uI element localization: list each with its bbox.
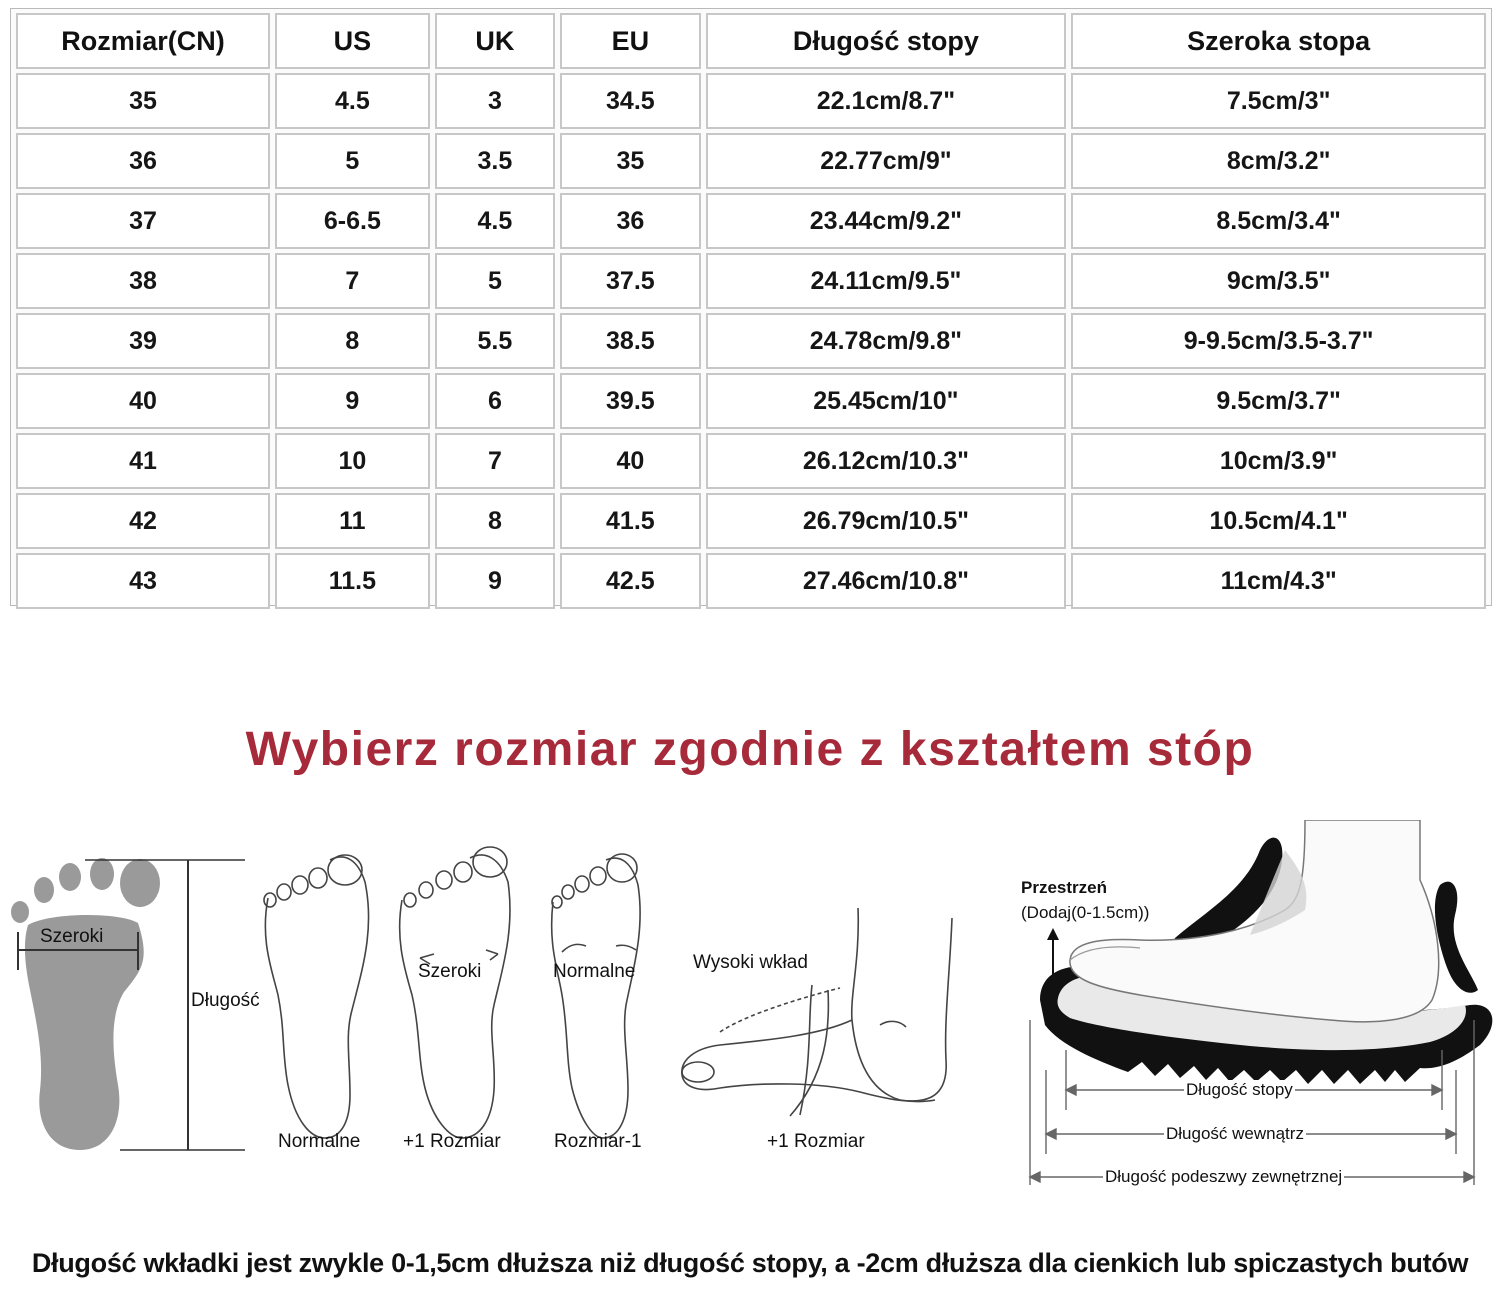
- table-cell: 42.5: [560, 553, 700, 609]
- table-cell: 10: [275, 433, 430, 489]
- table-row: [16, 193, 1486, 249]
- table-cell: 7.5cm/3": [1071, 73, 1486, 129]
- table-cell: 3: [435, 73, 555, 129]
- foot-outline-narrow: [552, 854, 640, 1138]
- table-cell: 38.5: [560, 313, 700, 369]
- column-header: Długość stopy: [706, 13, 1067, 69]
- table-cell: 41.5: [560, 493, 700, 549]
- size-table-grid: [11, 9, 1491, 613]
- table-row: [16, 373, 1486, 429]
- headline: Wybierz rozmiar zgodnie z kształtem stóp: [245, 723, 1255, 776]
- foot-type-2-inner-label: Szeroki: [418, 961, 482, 982]
- table-cell: 26.12cm/10.3": [706, 433, 1067, 489]
- foot-outline-wide: [400, 847, 510, 1138]
- table-cell: 9: [275, 373, 430, 429]
- table-cell: 5.5: [435, 313, 555, 369]
- table-row: [16, 493, 1486, 549]
- foot-diagrams: [0, 820, 1500, 1200]
- table-cell: 8cm/3.2": [1071, 133, 1486, 189]
- foot-outline-normal: [264, 855, 369, 1138]
- table-cell: 36: [560, 193, 700, 249]
- table-cell: 4.5: [435, 193, 555, 249]
- table-cell: 5: [435, 253, 555, 309]
- table-header-row: [16, 13, 1486, 69]
- table-cell: 23.44cm/9.2": [706, 193, 1067, 249]
- table-cell: 8: [435, 493, 555, 549]
- table-cell: 9.5cm/3.7": [1071, 373, 1486, 429]
- foot-type-3-caption: Rozmiar-1: [554, 1131, 642, 1152]
- table-cell: 3.5: [435, 133, 555, 189]
- table-cell: 24.11cm/9.5": [706, 253, 1067, 309]
- space-note: (Dodaj(0-1.5cm)): [1021, 903, 1150, 922]
- table-cell: 11cm/4.3": [1071, 553, 1486, 609]
- table-cell: 4.5: [275, 73, 430, 129]
- space-title: Przestrzeń: [1021, 878, 1107, 897]
- foot-type-4-caption: +1 Rozmiar: [767, 1131, 865, 1152]
- table-cell: 10cm/3.9": [1071, 433, 1486, 489]
- table-cell: 25.45cm/10": [706, 373, 1067, 429]
- table-cell: 37.5: [560, 253, 700, 309]
- table-cell: 40: [16, 373, 270, 429]
- table-cell: 8: [275, 313, 430, 369]
- table-row: [16, 553, 1486, 609]
- table-cell: 35: [16, 73, 270, 129]
- insole-footnote: Długość wkładki jest zwykle 0-1,5cm dłuższa niż długość stopy, a -2cm dłuższa dla cienkich lub spiczastych butów: [31, 1248, 1469, 1278]
- column-header: Rozmiar(CN): [16, 13, 270, 69]
- table-cell: 9: [435, 553, 555, 609]
- table-cell: 22.77cm/9": [706, 133, 1067, 189]
- table-cell: 8.5cm/3.4": [1071, 193, 1486, 249]
- table-cell: 39.5: [560, 373, 700, 429]
- foot-type-4-inner-label: Wysoki wkład: [693, 952, 808, 973]
- table-row: [16, 133, 1486, 189]
- footprint-length-label: Długość: [191, 990, 260, 1011]
- table-cell: 42: [16, 493, 270, 549]
- table-cell: 27.46cm/10.8": [706, 553, 1067, 609]
- table-cell: 26.79cm/10.5": [706, 493, 1067, 549]
- table-body: [16, 73, 1486, 609]
- footprint-illustration: [11, 858, 160, 1150]
- table-cell: 34.5: [560, 73, 700, 129]
- column-header: EU: [560, 13, 700, 69]
- inner-length-label: Długość wewnątrz: [1166, 1124, 1304, 1143]
- footprint-width-label: Szeroki: [40, 926, 104, 947]
- table-cell: 37: [16, 193, 270, 249]
- table-cell: 38: [16, 253, 270, 309]
- column-header: US: [275, 13, 430, 69]
- table-cell: 35: [560, 133, 700, 189]
- table-cell: 22.1cm/8.7": [706, 73, 1067, 129]
- table-cell: 41: [16, 433, 270, 489]
- table-cell: 6: [435, 373, 555, 429]
- foot-type-2-caption: +1 Rozmiar: [403, 1131, 501, 1152]
- table-row: [16, 73, 1486, 129]
- table-cell: 43: [16, 553, 270, 609]
- table-row: [16, 433, 1486, 489]
- foot-type-3-inner-label: Normalne: [553, 961, 636, 982]
- table-cell: 9-9.5cm/3.5-3.7": [1071, 313, 1486, 369]
- foot-outline-high-instep: [682, 908, 952, 1116]
- table-cell: 7: [435, 433, 555, 489]
- table-cell: 40: [560, 433, 700, 489]
- foot-type-1-caption: Normalne: [278, 1131, 361, 1152]
- outsole-length-label: Długość podeszwy zewnętrznej: [1105, 1167, 1343, 1186]
- table-row: [16, 313, 1486, 369]
- table-cell: 39: [16, 313, 270, 369]
- table-row: [16, 253, 1486, 309]
- table-cell: 5: [275, 133, 430, 189]
- table-cell: 36: [16, 133, 270, 189]
- table-cell: 11.5: [275, 553, 430, 609]
- column-header: UK: [435, 13, 555, 69]
- foot-length-label: Długość stopy: [1186, 1080, 1293, 1099]
- table-cell: 24.78cm/9.8": [706, 313, 1067, 369]
- size-chart-table: [10, 8, 1492, 606]
- table-cell: 6-6.5: [275, 193, 430, 249]
- table-cell: 7: [275, 253, 430, 309]
- table-cell: 9cm/3.5": [1071, 253, 1486, 309]
- table-cell: 11: [275, 493, 430, 549]
- table-cell: 10.5cm/4.1": [1071, 493, 1486, 549]
- column-header: Szeroka stopa: [1071, 13, 1486, 69]
